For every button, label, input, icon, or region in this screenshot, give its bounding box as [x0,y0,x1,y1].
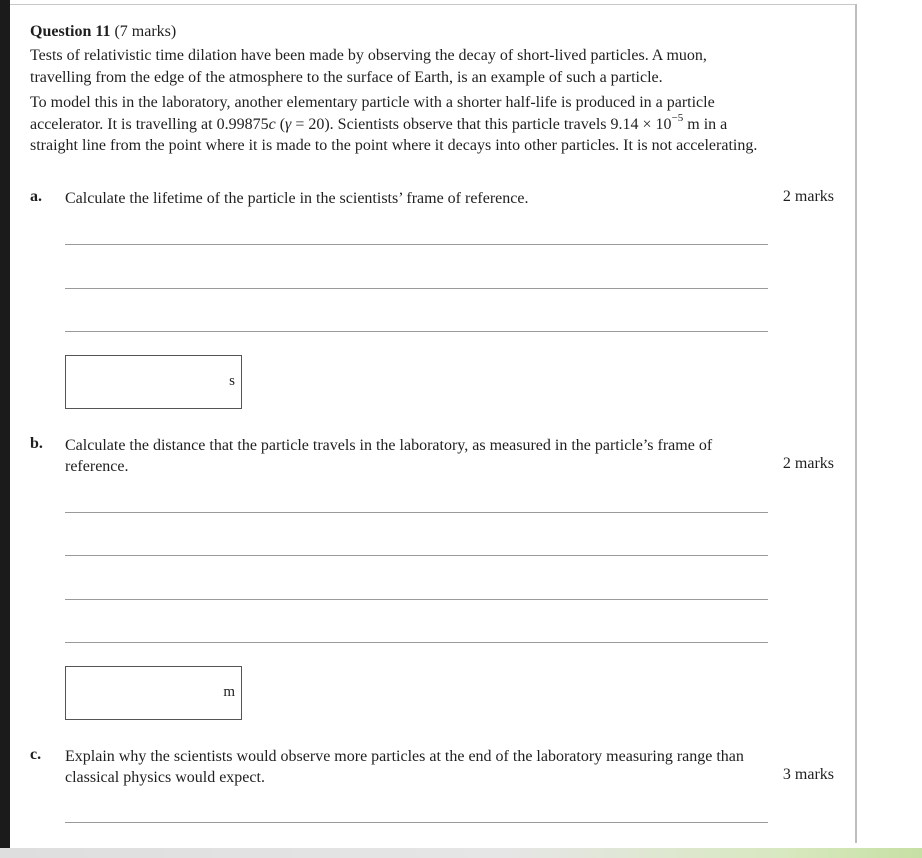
part-b-letter: b. [30,435,43,452]
setup-text-3: = 20). Scientists observe that this particle travels 9.14 × 10 [291,115,672,133]
left-edge-bar [0,0,10,858]
part-c-letter: c. [30,746,42,763]
answer-line[interactable] [65,642,768,643]
part-b-unit: m [223,684,235,700]
part-b-text: Calculate the distance that the particle travels in the laboratory, as measured in the particle’s frame of reference. [65,437,713,475]
gamma-symbol: γ [285,115,292,133]
answer-line[interactable] [65,331,768,332]
exponent: −5 [671,112,684,125]
question-number: Question 11 [30,23,111,40]
right-gutter [857,0,922,850]
setup-text-1: To model this in the laboratory, another elementary particle with a shorter half-life is produced in a particle accelerator. It is travelling at 0.99875 [30,94,715,133]
part-a-unit: s [229,373,235,389]
question-intro-paragraph: Tests of relativistic time dilation have been made by observing the decay of short-lived particles. A muon, travelling from the edge of the atmosphere to the surface of Earth, is an example of such a particle. [30,47,707,86]
part-b-answer-box[interactable] [65,666,242,720]
part-c-text: Explain why the scientists would observe more particles at the end of the laboratory measuring range than classical physics would expect. [65,748,744,786]
part-a-marks: 2 marks [782,188,834,205]
answer-line[interactable] [65,288,768,289]
part-c-marks: 3 marks [782,766,834,783]
question-marks: (7 marks) [114,23,177,40]
part-a-letter: a. [30,188,42,205]
answer-line[interactable] [65,555,768,556]
part-b-marks: 2 marks [782,455,834,472]
setup-text-4: m in a straight line from the point where it is made to the point where it decays into other particles. It is not accelerating. [30,115,758,154]
question-heading [30,21,176,43]
speed-of-light-symbol: c [268,115,276,133]
answer-line[interactable] [65,599,768,600]
bottom-strip [0,848,922,858]
answer-line[interactable] [65,244,768,245]
answer-line[interactable] [65,512,768,513]
answer-line[interactable] [65,822,768,823]
question-setup-paragraph [30,92,775,157]
part-a-answer-box[interactable] [65,355,242,409]
part-a-text: Calculate the lifetime of the particle in the scientists’ frame of reference. [65,190,529,207]
setup-text-2: ( [275,115,286,133]
